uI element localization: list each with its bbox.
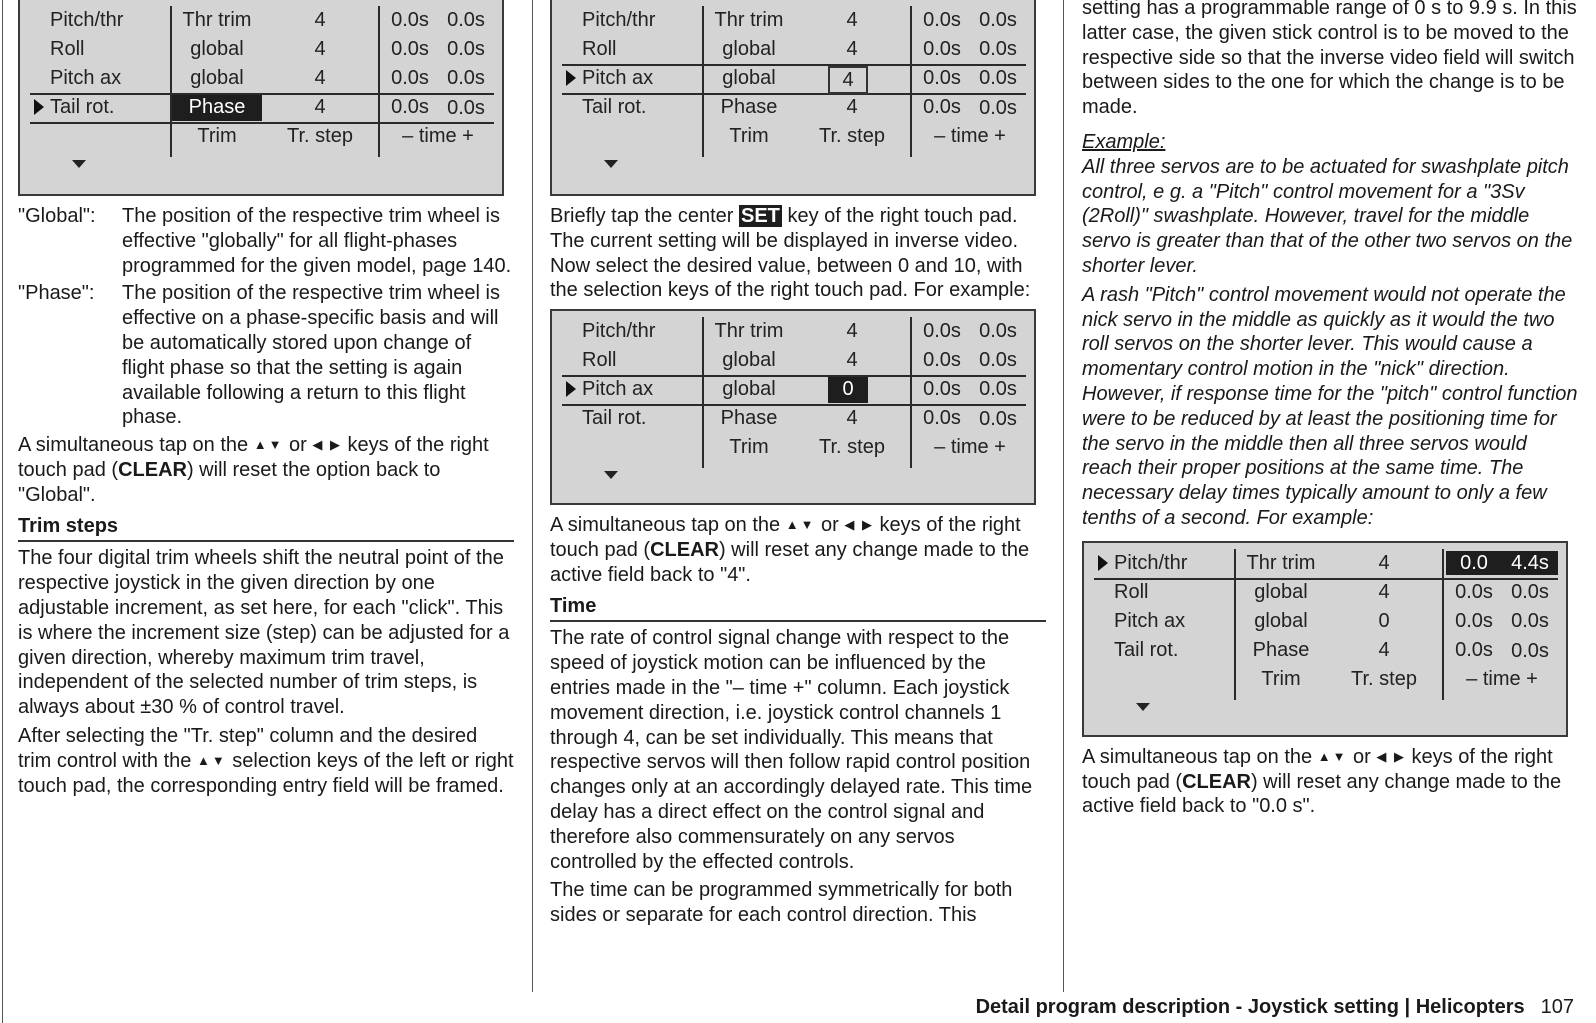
trim-step-value: 4 <box>1378 638 1390 661</box>
trim-mode-value: Thr trim <box>182 9 252 31</box>
clear-key-label: CLEAR <box>118 458 187 481</box>
heading-trim-steps: Trim steps <box>18 514 514 543</box>
time-minus-value: 0.0s <box>1455 638 1493 661</box>
selection-caret-icon <box>566 381 576 397</box>
column-divider-time <box>378 6 380 157</box>
time-minus-value: 0.0s <box>1455 609 1493 632</box>
row-label: Pitch/thr <box>582 320 656 343</box>
footer-step-label: Tr. step <box>1351 667 1417 690</box>
definition-global <box>18 204 514 278</box>
text: or <box>289 434 307 457</box>
page-number: 107 <box>1540 996 1574 1018</box>
trim-mode-value: global <box>190 38 244 60</box>
column-rule-2 <box>1063 0 1064 992</box>
paragraph-example-2: A rash "Pitch" control movement would not operate the nick servo in the middle as quickly as it would the two roll servos on the shorter lever. This would cause a momentary control motion in the "nick" direction. However, if response time for the "pitch" control function were to be reduced by at least the positioning time for the servo in the middle then all three servos would reach their proper positions at the same time. The necessary delay times typically amount to only a few tenths of a second. For example: <box>1082 283 1578 529</box>
trim-step-value: 4 <box>846 407 858 430</box>
time-plus-value: 4.4s <box>1502 551 1558 575</box>
text: ) will reset the option back to "Global". <box>18 458 441 506</box>
footer-step-label: Tr. step <box>287 125 353 147</box>
selection-caret-icon <box>566 70 576 86</box>
trim-step-value: 4 <box>846 96 858 118</box>
footer-step-label: Tr. step <box>819 125 885 147</box>
up-down-arrows-icon: ▲▼ <box>1317 748 1348 764</box>
row-label: Roll <box>582 38 617 60</box>
time-minus-value: 0.0s <box>923 38 961 60</box>
time-minus-value: 0.0s <box>391 96 429 118</box>
time-plus-value: 0.0s <box>447 67 485 89</box>
trim-mode-value: global <box>1254 609 1308 632</box>
trim-step-value: 4 <box>314 67 326 89</box>
trim-mode-value: Phase <box>720 407 778 430</box>
trim-mode-value: Phase <box>720 96 778 118</box>
text: keys of the right touch pad ( <box>18 434 489 481</box>
trim-step-value: 4 <box>1378 551 1390 574</box>
left-right-arrows-icon: ◀ ▶ <box>312 437 342 453</box>
scroll-down-icon <box>72 160 86 168</box>
time-plus-value: 0.0s <box>979 38 1017 60</box>
time-plus-value: 0.0s <box>979 67 1017 89</box>
footer-trim-label: Trim <box>729 436 769 459</box>
text: key of the right touch pad. The current setting will be displayed in inverse video. Now select the desired value, between 0 and 10, with the selection keys of the right touch pad. For example: <box>550 205 1031 302</box>
time-minus-value: 0.0s <box>923 349 961 372</box>
column-divider-time <box>1442 549 1444 700</box>
text: Briefly tap the center <box>550 205 734 227</box>
clear-paragraph <box>18 433 514 507</box>
footer-trim-label: Trim <box>197 125 237 147</box>
trim-mode-value: global <box>722 67 776 89</box>
time-minus-value: 0.0s <box>923 67 961 89</box>
up-down-arrows-icon: ▲▼ <box>253 437 284 453</box>
paragraph-trim-steps-1: The four digital trim wheels shift the neutral point of the respective joystick in the given direction by one adjustable increment, as set here, for each "click". This is where the increment size (step) can be adjusted for a given direction, whereby maximum trim travel, independent of the selected number of trim steps, is always about ±30 % of control travel. <box>18 547 510 719</box>
time-plus-value: 0.0s <box>447 97 485 119</box>
column-3 <box>1082 0 1578 823</box>
selection-caret-icon <box>34 99 44 115</box>
set-paragraph <box>550 204 1046 303</box>
trim-mode-value: global <box>190 67 244 89</box>
text: A simultaneous tap on the <box>18 434 249 457</box>
footer-trim-label: Trim <box>1261 667 1301 690</box>
row-label: Tail rot. <box>582 96 647 118</box>
text: ) will reset any change made to the active field back to "0.0 s". <box>1082 770 1562 818</box>
screen-panel-1 <box>18 0 504 196</box>
example-label: Example: <box>1082 130 1166 153</box>
text: selection keys of the left or right touch pad, the corresponding entry field will be framed. <box>18 749 514 797</box>
column-2 <box>550 0 1046 932</box>
text: After selecting the "Tr. step" column and the desired trim control with the <box>18 724 478 772</box>
paragraph-time-2: The time can be programmed symmetrically for both sides or separate for each control direction. This <box>550 879 1013 927</box>
up-down-arrows-icon: ▲▼ <box>196 752 227 768</box>
time-plus-value: 0.0s <box>979 408 1017 431</box>
trim-step-value: 4 <box>314 9 326 31</box>
time-minus-value: 0.0s <box>923 9 961 31</box>
def-phase: The position of the respective trim wheel is effective on a phase-specific basis and will be automatically stored upon change of flight phase so that the setting is again available following a return to this flight phase. <box>122 282 500 429</box>
row-label: Pitch ax <box>582 67 654 89</box>
row-label: Pitch ax <box>1114 609 1186 632</box>
row-label: Pitch/thr <box>582 9 656 31</box>
trim-mode-value: Phase <box>172 95 262 121</box>
trim-mode-value: global <box>722 378 776 401</box>
trim-step-value: 4 <box>828 66 868 94</box>
row-label: Pitch ax <box>582 378 654 401</box>
footer-time-label: – time + <box>1466 667 1538 690</box>
heading-time: Time <box>550 594 1046 623</box>
row-label: Pitch ax <box>50 67 122 89</box>
row-label: Tail rot. <box>50 96 115 118</box>
row-label: Roll <box>1114 580 1149 603</box>
time-minus-value: 0.0 <box>1446 551 1502 575</box>
term-phase: "Phase": <box>18 282 95 305</box>
footer-time-label: – time + <box>934 436 1006 459</box>
time-minus-value: 0.0s <box>923 407 961 430</box>
def-global: The position of the respective trim wheel is effective "globally" for all flight-phases programmed for the given model, page 140. <box>122 205 512 277</box>
scroll-down-icon <box>604 471 618 479</box>
scroll-down-icon <box>604 160 618 168</box>
trim-mode-value: Thr trim <box>714 320 784 343</box>
screen-panel-4 <box>1082 541 1568 737</box>
left-right-arrows-icon: ◀ ▶ <box>844 517 874 533</box>
row-label: Tail rot. <box>582 407 647 430</box>
trim-step-value: 4 <box>846 320 858 343</box>
time-plus-value: 0.0s <box>1511 609 1549 632</box>
trim-step-value: 4 <box>846 38 858 60</box>
trim-mode-value: Thr trim <box>714 9 784 31</box>
paragraph-time-1: The rate of control signal change with respect to the speed of joystick motion can be influenced by the entries made in the "– time +" column. Each joystick movement direction, i.e. joystick control channels 1 through 4, can be set individually. This means that respective servos will then follow rapid control position changes only at an accordingly delayed rate. This time delay has a direct effect on the control signal and therefore also commensurately on any servos controlled by the effected controls. <box>550 627 1033 873</box>
time-plus-value: 0.0s <box>979 97 1017 119</box>
paragraph-trim-steps-2 <box>18 724 514 798</box>
text: keys of the right touch pad ( <box>1082 745 1553 793</box>
column-divider-time <box>910 317 912 468</box>
page-left-rule <box>2 0 3 1023</box>
time-minus-value: 0.0s <box>923 96 961 118</box>
paragraph-example-1: All three servos are to be actuated for swashplate pitch control, e g. a "Pitch" control movement for a "3Sv (2Roll)" swashplate. However, travel for the middle servo is greater than that of the other two servos on the shorter lever. <box>1082 155 1573 277</box>
set-key-label: SET <box>741 205 780 227</box>
time-plus-value: 0.0s <box>447 38 485 60</box>
row-label: Tail rot. <box>1114 638 1179 661</box>
footer-time-label: – time + <box>402 125 474 147</box>
scroll-down-icon <box>1136 703 1150 711</box>
time-minus-value: 0.0s <box>391 67 429 89</box>
text: or <box>1353 745 1371 768</box>
screen-panel-3 <box>550 309 1036 505</box>
footer-title: Detail program description - Joystick setting | Helicopters <box>975 996 1525 1018</box>
text: keys of the right touch pad ( <box>550 514 1021 561</box>
column-1 <box>18 0 514 802</box>
time-plus-value: 0.0s <box>979 349 1017 372</box>
up-down-arrows-icon: ▲▼ <box>785 517 816 533</box>
clear-key-label: CLEAR <box>1182 770 1251 793</box>
time-plus-value: 0.0s <box>979 320 1017 343</box>
text: or <box>821 514 839 537</box>
left-right-arrows-icon: ◀ ▶ <box>1376 748 1406 764</box>
trim-step-value: 4 <box>846 9 858 31</box>
screen-panel-2 <box>550 0 1036 196</box>
paragraph-continued: setting has a programmable range of 0 s to 9.9 s. In this latter case, the given stick control is to be moved to the respective side so that the inverse video field will switch between sides to the one for which the change is to be made. <box>1082 0 1577 119</box>
trim-mode-value: global <box>1254 580 1308 603</box>
trim-mode-value: Thr trim <box>1246 551 1316 574</box>
trim-step-value: 4 <box>314 96 326 118</box>
text: ) will reset any change made to the active field back to "4". <box>550 538 1030 586</box>
trim-mode-value: global <box>722 38 776 60</box>
time-minus-value: 0.0s <box>923 378 961 401</box>
time-minus-value: 0.0s <box>391 38 429 60</box>
trim-mode-value: global <box>722 349 776 372</box>
clear-paragraph <box>1082 745 1578 819</box>
text: A simultaneous tap on the <box>1082 745 1313 768</box>
time-plus-value: 0.0s <box>979 9 1017 31</box>
clear-key-label: CLEAR <box>650 538 719 561</box>
clear-paragraph <box>550 513 1046 587</box>
row-label: Pitch/thr <box>50 9 124 31</box>
trim-step-value: 4 <box>314 38 326 60</box>
text: A simultaneous tap on the <box>550 514 781 537</box>
selection-caret-icon <box>1098 555 1108 571</box>
time-plus-value: 0.0s <box>1511 580 1549 603</box>
trim-step-value: 4 <box>846 349 858 372</box>
time-minus-value: 0.0s <box>1455 580 1493 603</box>
trim-step-value: 0 <box>1378 609 1390 632</box>
term-global: "Global": <box>18 205 96 227</box>
time-plus-value: 0.0s <box>979 378 1017 401</box>
row-label: Roll <box>582 349 617 372</box>
time-plus-value: 0.0s <box>447 9 485 31</box>
time-minus-value: 0.0s <box>391 9 429 31</box>
time-plus-value: 0.0s <box>1511 639 1549 662</box>
column-divider-time <box>910 6 912 157</box>
trim-step-value: 4 <box>1378 580 1390 603</box>
row-label: Roll <box>50 38 85 60</box>
trim-step-value: 0 <box>828 377 868 403</box>
time-minus-value: 0.0s <box>923 320 961 343</box>
row-label: Pitch/thr <box>1114 551 1188 574</box>
footer-time-label: – time + <box>934 125 1006 147</box>
footer-step-label: Tr. step <box>819 436 885 459</box>
footer-trim-label: Trim <box>729 125 769 147</box>
page-footer <box>896 991 1596 1023</box>
column-rule-1 <box>532 0 533 992</box>
definition-phase <box>18 281 514 430</box>
trim-mode-value: Phase <box>1252 638 1310 661</box>
